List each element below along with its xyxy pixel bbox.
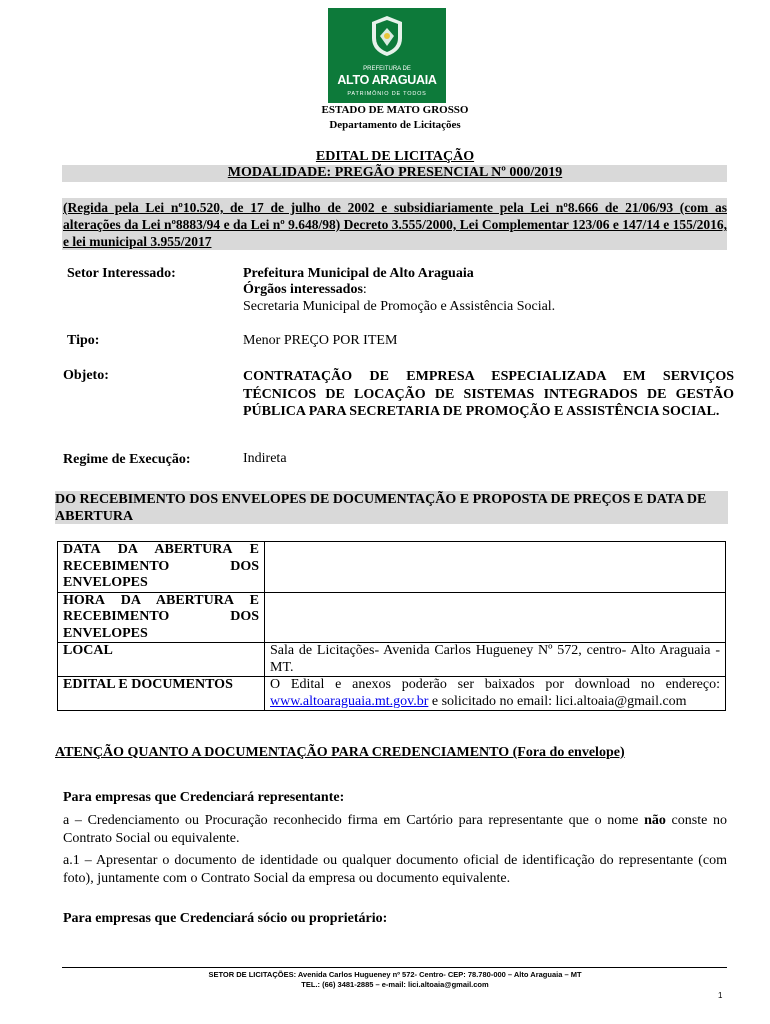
modalidade-title: MODALIDADE: PREGÃO PRESENCIAL Nº 000/2019 [227,165,563,180]
socio-heading: Para empresas que Credenciará sócio ou proprietário: [63,911,388,926]
objeto-label: Objeto: [63,368,109,383]
footer-contact: TEL.: (66) 3481-2885 – e-mail: lici.altoaia@gmail.com [301,980,489,989]
atencao-heading: ATENÇÃO QUANTO A DOCUMENTAÇÃO PARA CREDENCIAMENTO (Fora do envelope) [55,745,625,760]
item-a-paragraph [63,812,727,847]
regime-label: Regime de Execução: [63,452,191,467]
setor-value: Prefeitura Municipal de Alto Araguaia [243,266,474,281]
coat-of-arms-icon [369,14,405,58]
orgaos-line [243,282,367,298]
tipo-value: Menor PREÇO POR ITEM [243,333,398,348]
table-row [58,542,726,593]
logo-prefeitura-text: PREFEITURA DE [363,66,411,72]
state-heading: ESTADO DE MATO GROSSO [321,104,469,116]
table-key-cell: EDITAL E DOCUMENTOS [58,677,265,711]
table-value-cell [265,542,726,593]
table-value-cell [265,677,726,711]
table-row [58,592,726,643]
abertura-table [57,541,726,711]
orgaos-label: Órgãos interessados [243,282,363,297]
page-number: 1 [718,991,723,1000]
orgaos-value: Secretaria Municipal de Promoção e Assistência Social. [243,299,556,314]
logo-slogan-text: PATRIMÔNIO DE TODOS [347,91,427,97]
table-row [58,677,726,711]
item-a-emphasis: não [644,813,666,828]
footer-divider [62,967,727,968]
regida-paragraph: (Regida pela Lei nº10.520, de 17 de julho de 2002 e subsidiariamente pela Lei nº8.666 de 21/06/93 (com as alterações da Lei nº8883/94 e da Lei nº 9.648/98) Decreto 3.555/2000, Lei Complementar 123/06 e 147/14 e 155/2016, e lei municipal 3.955/2017 [63,200,727,249]
recebimento-section-title: DO RECEBIMENTO DOS ENVELOPES DE DOCUMENTAÇÃO E PROPOSTA DE PREÇOS E DATA DE ABERTURA [55,491,728,524]
table-value-cell [265,592,726,643]
regime-value: Indireta [243,451,287,466]
footer-address: SETOR DE LICITAÇÕES: Avenida Carlos Hugueney nº 572- Centro- CEP: 78.780-000 – Alto Araguaia – MT [208,970,582,979]
edital-download-text: O Edital e anexos poderão ser baixados por download no endereço: [270,677,720,692]
table-key-cell: HORA DA ABERTURA E RECEBIMENTO DOS ENVELOPES [58,592,265,643]
table-value-cell: Sala de Licitações- Avenida Carlos Hugueney Nº 572, centro- Alto Araguaia - MT. [265,643,726,677]
item-a-text-end: conste no Contrato Social ou equivalente. [63,813,727,846]
objeto-value: CONTRATAÇÃO DE EMPRESA ESPECIALIZADA EM SERVIÇOS TÉCNICOS DE LOCAÇÃO DE SISTEMAS INTEGRADOS DE GESTÃO PÚBLICA PARA SECRETARIA DE PROMOÇÃO E ASSISTÊNCIA SOCIAL. [243,369,734,419]
orgaos-colon: : [362,282,367,297]
item-a-text: a – Credenciamento ou Procuração reconhecido firma em Cartório para representante que o nome [63,813,639,828]
representante-heading: Para empresas que Credenciará representante: [63,790,345,805]
table-key-cell: LOCAL [58,643,265,677]
site-link[interactable]: www.altoaraguaia.mt.gov.br [270,693,429,709]
table-row [58,643,726,677]
edital-title: EDITAL DE LICITAÇÃO [315,149,475,164]
setor-label: Setor Interessado: [67,266,176,281]
department-heading: Departamento de Licitações [329,119,461,131]
edital-email-text: e solicitado no email: lici.altoaia@gmail.com [431,693,687,709]
item-a1-paragraph: a.1 – Apresentar o documento de identidade ou qualquer documento oficial de identificação do representante (com foto), juntamente com o Contrato Social da empresa ou documento equivalente. [63,853,727,886]
table-key-cell: DATA DA ABERTURA E RECEBIMENTO DOS ENVELOPES [58,542,265,593]
logo-city-text: ALTO ARAGUAIA [337,73,437,87]
tipo-label: Tipo: [67,333,100,348]
prefeitura-logo [328,8,446,103]
